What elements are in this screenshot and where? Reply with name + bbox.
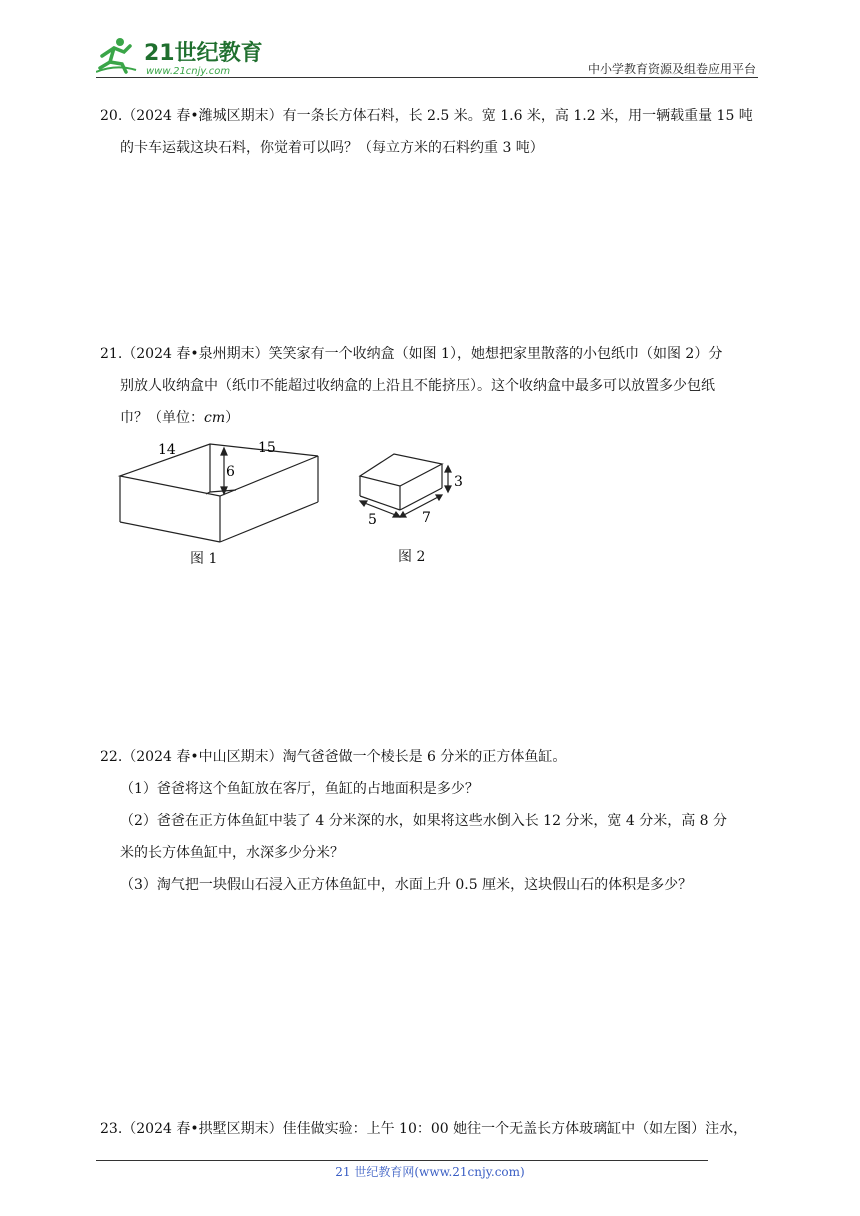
- fig1-label-15: 15: [258, 440, 276, 456]
- header-platform-text: 中小学教育资源及组卷应用平台: [587, 62, 756, 76]
- question-20: [100, 100, 764, 164]
- question-21: [100, 338, 764, 434]
- footer-divider: [96, 1160, 708, 1161]
- q20-line1: 20.（2024 春•潍城区期末）有一条长方体石料，长 2.5 米。宽 1.6 米，高 1.2 米，用一辆载重量 15 吨: [100, 108, 753, 124]
- fig2-label-7: 7: [422, 510, 431, 526]
- q21-line2: 别放人收纳盒中（纸巾不能超过收纳盒的上沿且不能挤压）。这个收纳盒中最多可以放置多少包纸: [120, 378, 715, 394]
- fig2-label-5: 5: [368, 512, 377, 528]
- q21-line1: 21.（2024 春•泉州期末）笑笑家有一个收纳盒（如图 1），她想把家里散落的小包纸巾（如图 2）分: [100, 346, 723, 362]
- logo: [96, 34, 266, 78]
- fig2-caption: 图 2: [398, 549, 426, 565]
- fig1-caption: 图 1: [190, 551, 218, 567]
- figure-2-tissue-pack: [352, 446, 468, 528]
- q22-sub2-line2: 米的长方体鱼缸中，水深多少分米？: [120, 845, 344, 861]
- q22-sub3: （3）淘气把一块假山石浸入正方体鱼缸中，水面上升 0.5 厘米，这块假山石的体积是多少？: [120, 877, 693, 893]
- q20-line2: 的卡车运载这块石料，你觉着可以吗？（每立方米的石料约重 3 吨）: [120, 140, 544, 156]
- q22-sub1: （1）爸爸将这个鱼缸放在客厅，鱼缸的占地面积是多少？: [120, 781, 479, 797]
- q23-line1: 23.（2024 春•拱墅区期末）佳佳做实验：上午 10：00 她往一个无盖长方体玻璃缸中（如左图）注水，: [100, 1121, 748, 1137]
- figure-1-storage-box: [112, 436, 328, 548]
- footer-link[interactable]: 21 世纪教育网(www.21cnjy.com): [335, 1165, 525, 1179]
- question-23: [100, 1113, 764, 1145]
- q22-line1: 22.（2024 春•中山区期末）淘气爸爸做一个棱长是 6 分米的正方体鱼缸。: [100, 749, 567, 765]
- fig1-label-6: 6: [226, 464, 235, 480]
- fig2-label-3: 3: [454, 474, 463, 490]
- question-22: [100, 741, 764, 901]
- q21-line3: 巾？（单位：cm）: [120, 410, 240, 426]
- header-divider: [96, 77, 758, 78]
- svg-text:21世纪教育: 21世纪教育: [144, 41, 263, 66]
- q22-sub2-line1: （2）爸爸在正方体鱼缸中装了 4 分米深的水，如果将这些水倒入长 12 分米，宽 4 分米，高 8 分: [120, 813, 728, 829]
- fig1-label-14: 14: [158, 442, 176, 458]
- page-header: [96, 34, 760, 78]
- svg-text:www.21cnjy.com: www.21cnjy.com: [146, 66, 231, 77]
